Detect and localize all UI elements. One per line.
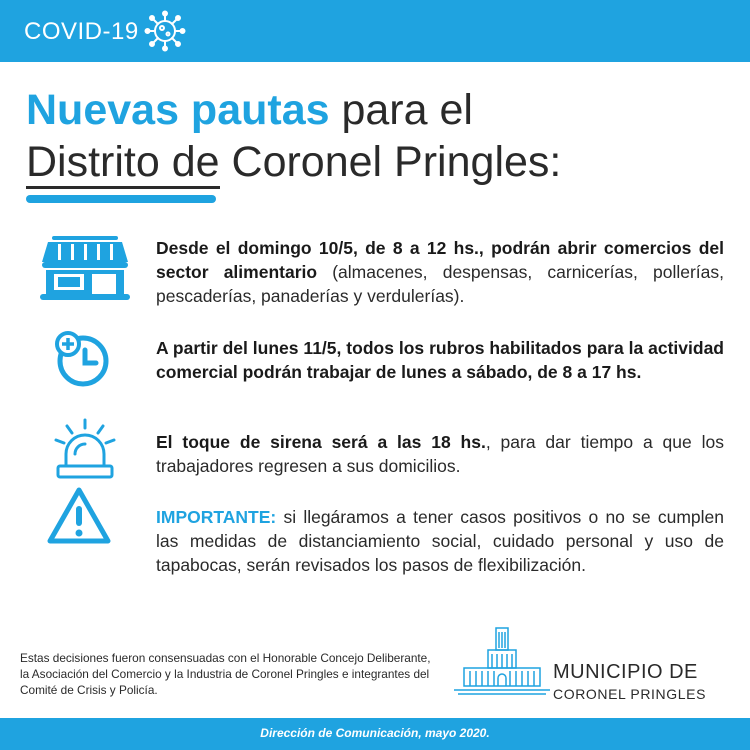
municipal-building-icon	[452, 624, 552, 696]
title-line-1	[26, 84, 561, 136]
warning-icon	[46, 486, 112, 546]
title-line-2	[26, 136, 561, 188]
siren-icon	[50, 418, 120, 480]
title-accent: Nuevas pautas	[26, 86, 330, 134]
footnote: Estas decisiones fueron consensuadas con el Honorable Concejo Deliberante, la Asociación del Comercio y la Industria de Coronel Pringles e integrantes del Comité de Crisis y Policía.	[20, 651, 431, 697]
item-1-bold: Desde el domingo 10/5, de 8 a 12 hs., podrán abrir comercios del sector alimentario	[156, 238, 724, 282]
bottom-banner	[0, 718, 750, 750]
municipality-logo-text	[553, 661, 706, 703]
list-item	[156, 505, 724, 577]
title-underlined: Distrito de	[26, 138, 220, 189]
footer-credit: Dirección de Comunicación, mayo 2020.	[260, 726, 490, 740]
important-label: IMPORTANTE:	[156, 507, 277, 527]
logo-line-1: MUNICIPIO DE	[553, 661, 698, 683]
list-item	[156, 336, 724, 384]
title-rest-1: para el	[329, 86, 473, 134]
title-rest-2: Coronel Pringles:	[219, 138, 562, 186]
store-icon	[40, 236, 130, 302]
item-2-bold: A partir del lunes 11/5, todos los rubros habilitados para la actividad comercial podrán trabajar de lunes a sábado, de 8 a 17 hs.	[156, 338, 724, 382]
virus-icon	[144, 10, 186, 52]
item-3-bold: El toque de sirena será a las 18 hs.	[156, 432, 486, 452]
list-item	[156, 430, 724, 478]
logo-line-2: CORONEL PRINGLES	[553, 686, 707, 702]
item-4-text: si llegáramos a tener casos positivos o no se cumplen las medidas de distanciamiento social, cuidado personal y uso de tapabocas, serán revisados los pasos de flexibilización.	[156, 507, 724, 575]
title-accent-bar	[26, 195, 216, 203]
page-title	[26, 84, 561, 188]
covid-tag: COVID-19	[24, 18, 139, 45]
clock-plus-icon	[54, 330, 112, 388]
top-banner	[0, 0, 750, 62]
item-3-text: , para dar tiempo a que los trabajadores regresen a sus domicilios.	[156, 432, 724, 476]
list-item	[156, 236, 724, 308]
item-1-text: (almacenes, despensas, carnicerías, pollerías, pescaderías, panaderías y verdulerías).	[156, 262, 725, 306]
